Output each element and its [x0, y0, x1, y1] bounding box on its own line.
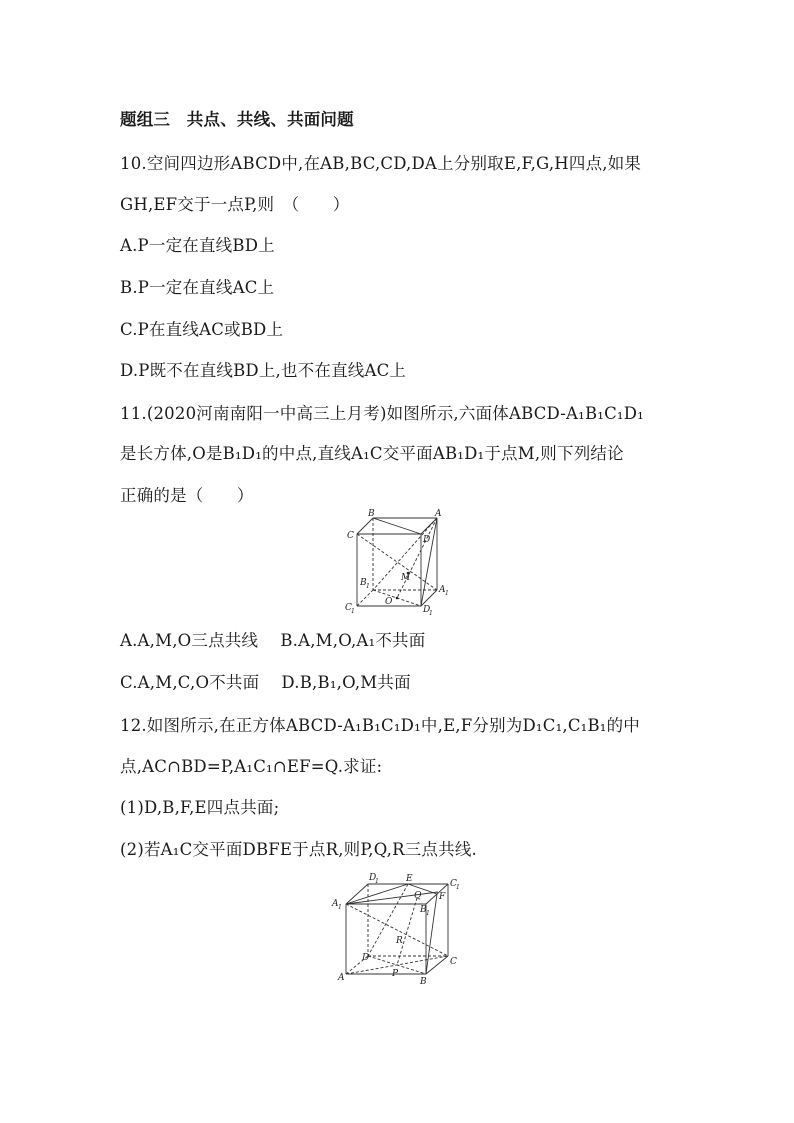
q12-label-p: P: [392, 969, 399, 979]
q11-label-b: B: [368, 509, 375, 519]
q12-label-q: Q: [414, 891, 422, 901]
q11-label-d: D: [423, 535, 431, 545]
q11-options-row1: A.A,M,O三点共线 B.A,M,O,A₁不共面: [120, 631, 426, 650]
q12-label-e: E: [406, 874, 413, 884]
q12-label-b: B: [420, 977, 427, 987]
q11-stem-line3: 正确的是（ ）: [120, 486, 254, 505]
q12-stem-line2: 点,AC∩BD=P,A₁C₁∩EF=Q.求证:: [120, 757, 383, 776]
q10-stem-line2: GH,EF交于一点P,则 （ ）: [120, 195, 350, 214]
q12-label-a1: A: [332, 899, 339, 909]
q11-label-a1: A: [439, 585, 446, 595]
q12-stem-line1: 12.如图所示,在正方体ABCD-A₁B₁C₁D₁中,E,F分别为D₁C₁,C₁B₁的中: [120, 716, 641, 735]
q11-label-b1: B: [360, 578, 367, 588]
q10-option-c: C.P在直线AC或BD上: [120, 320, 284, 339]
q10-option-d: D.P既不在直线BD上,也不在直线AC上: [120, 361, 407, 380]
q10-option-b: B.P一定在直线AC上: [120, 278, 275, 297]
q11-cuboid-figure: [335, 508, 465, 618]
q12-label-b1-sub: 1: [426, 910, 430, 917]
q12-label-r: R: [396, 936, 403, 946]
q11-label-c1: C: [345, 603, 352, 613]
q12-label-d1-sub: 1: [375, 878, 379, 885]
q11-label-a: A: [435, 509, 442, 519]
q11-label-o: O: [385, 597, 393, 607]
q11-options-row2: C.A,M,C,O不共面 D.B,B₁,O,M共面: [120, 673, 411, 692]
q12-label-c: C: [450, 957, 457, 967]
q12-part2: (2)若A₁C交平面DBFE于点R,则P,Q,R三点共线.: [120, 840, 477, 859]
q12-label-c1-sub: 1: [456, 884, 460, 891]
q12-part1: (1)D,B,F,E四点共面;: [120, 798, 280, 817]
q11-label-c1-sub: 1: [351, 608, 355, 615]
q12-label-d: D: [362, 953, 370, 963]
q12-label-b1: B: [420, 905, 427, 915]
q11-label-a1-sub: 1: [445, 590, 449, 597]
q12-label-f: F: [439, 892, 446, 902]
q11-stem-line1: 11.(2020河南南阳一中高三上月考)如图所示,六面体ABCD-A₁B₁C₁D₁: [120, 404, 644, 423]
q11-label-d1-sub: 1: [429, 610, 433, 617]
q11-label-b1-sub: 1: [366, 583, 370, 590]
q10-stem-line1: 10.空间四边形ABCD中,在AB,BC,CD,DA上分别取E,F,G,H四点,如果: [120, 154, 642, 173]
q12-label-d1: D: [369, 873, 377, 883]
q12-label-a: A: [338, 973, 345, 983]
q11-label-d1: D: [423, 605, 431, 615]
q11-label-m: M: [401, 573, 411, 583]
q12-cube-figure: [328, 868, 468, 990]
q10-option-a: A.P一定在直线BD上: [120, 236, 275, 255]
q11-label-c: C: [347, 531, 354, 541]
q11-stem-line2: 是长方体,O是B₁D₁的中点,直线A₁C交平面AB₁D₁于点M,则下列结论: [120, 444, 624, 463]
q12-label-a1-sub: 1: [338, 904, 342, 911]
q12-label-c1: C: [450, 879, 457, 889]
section-title: 题组三 共点、共线、共面问题: [120, 110, 354, 129]
